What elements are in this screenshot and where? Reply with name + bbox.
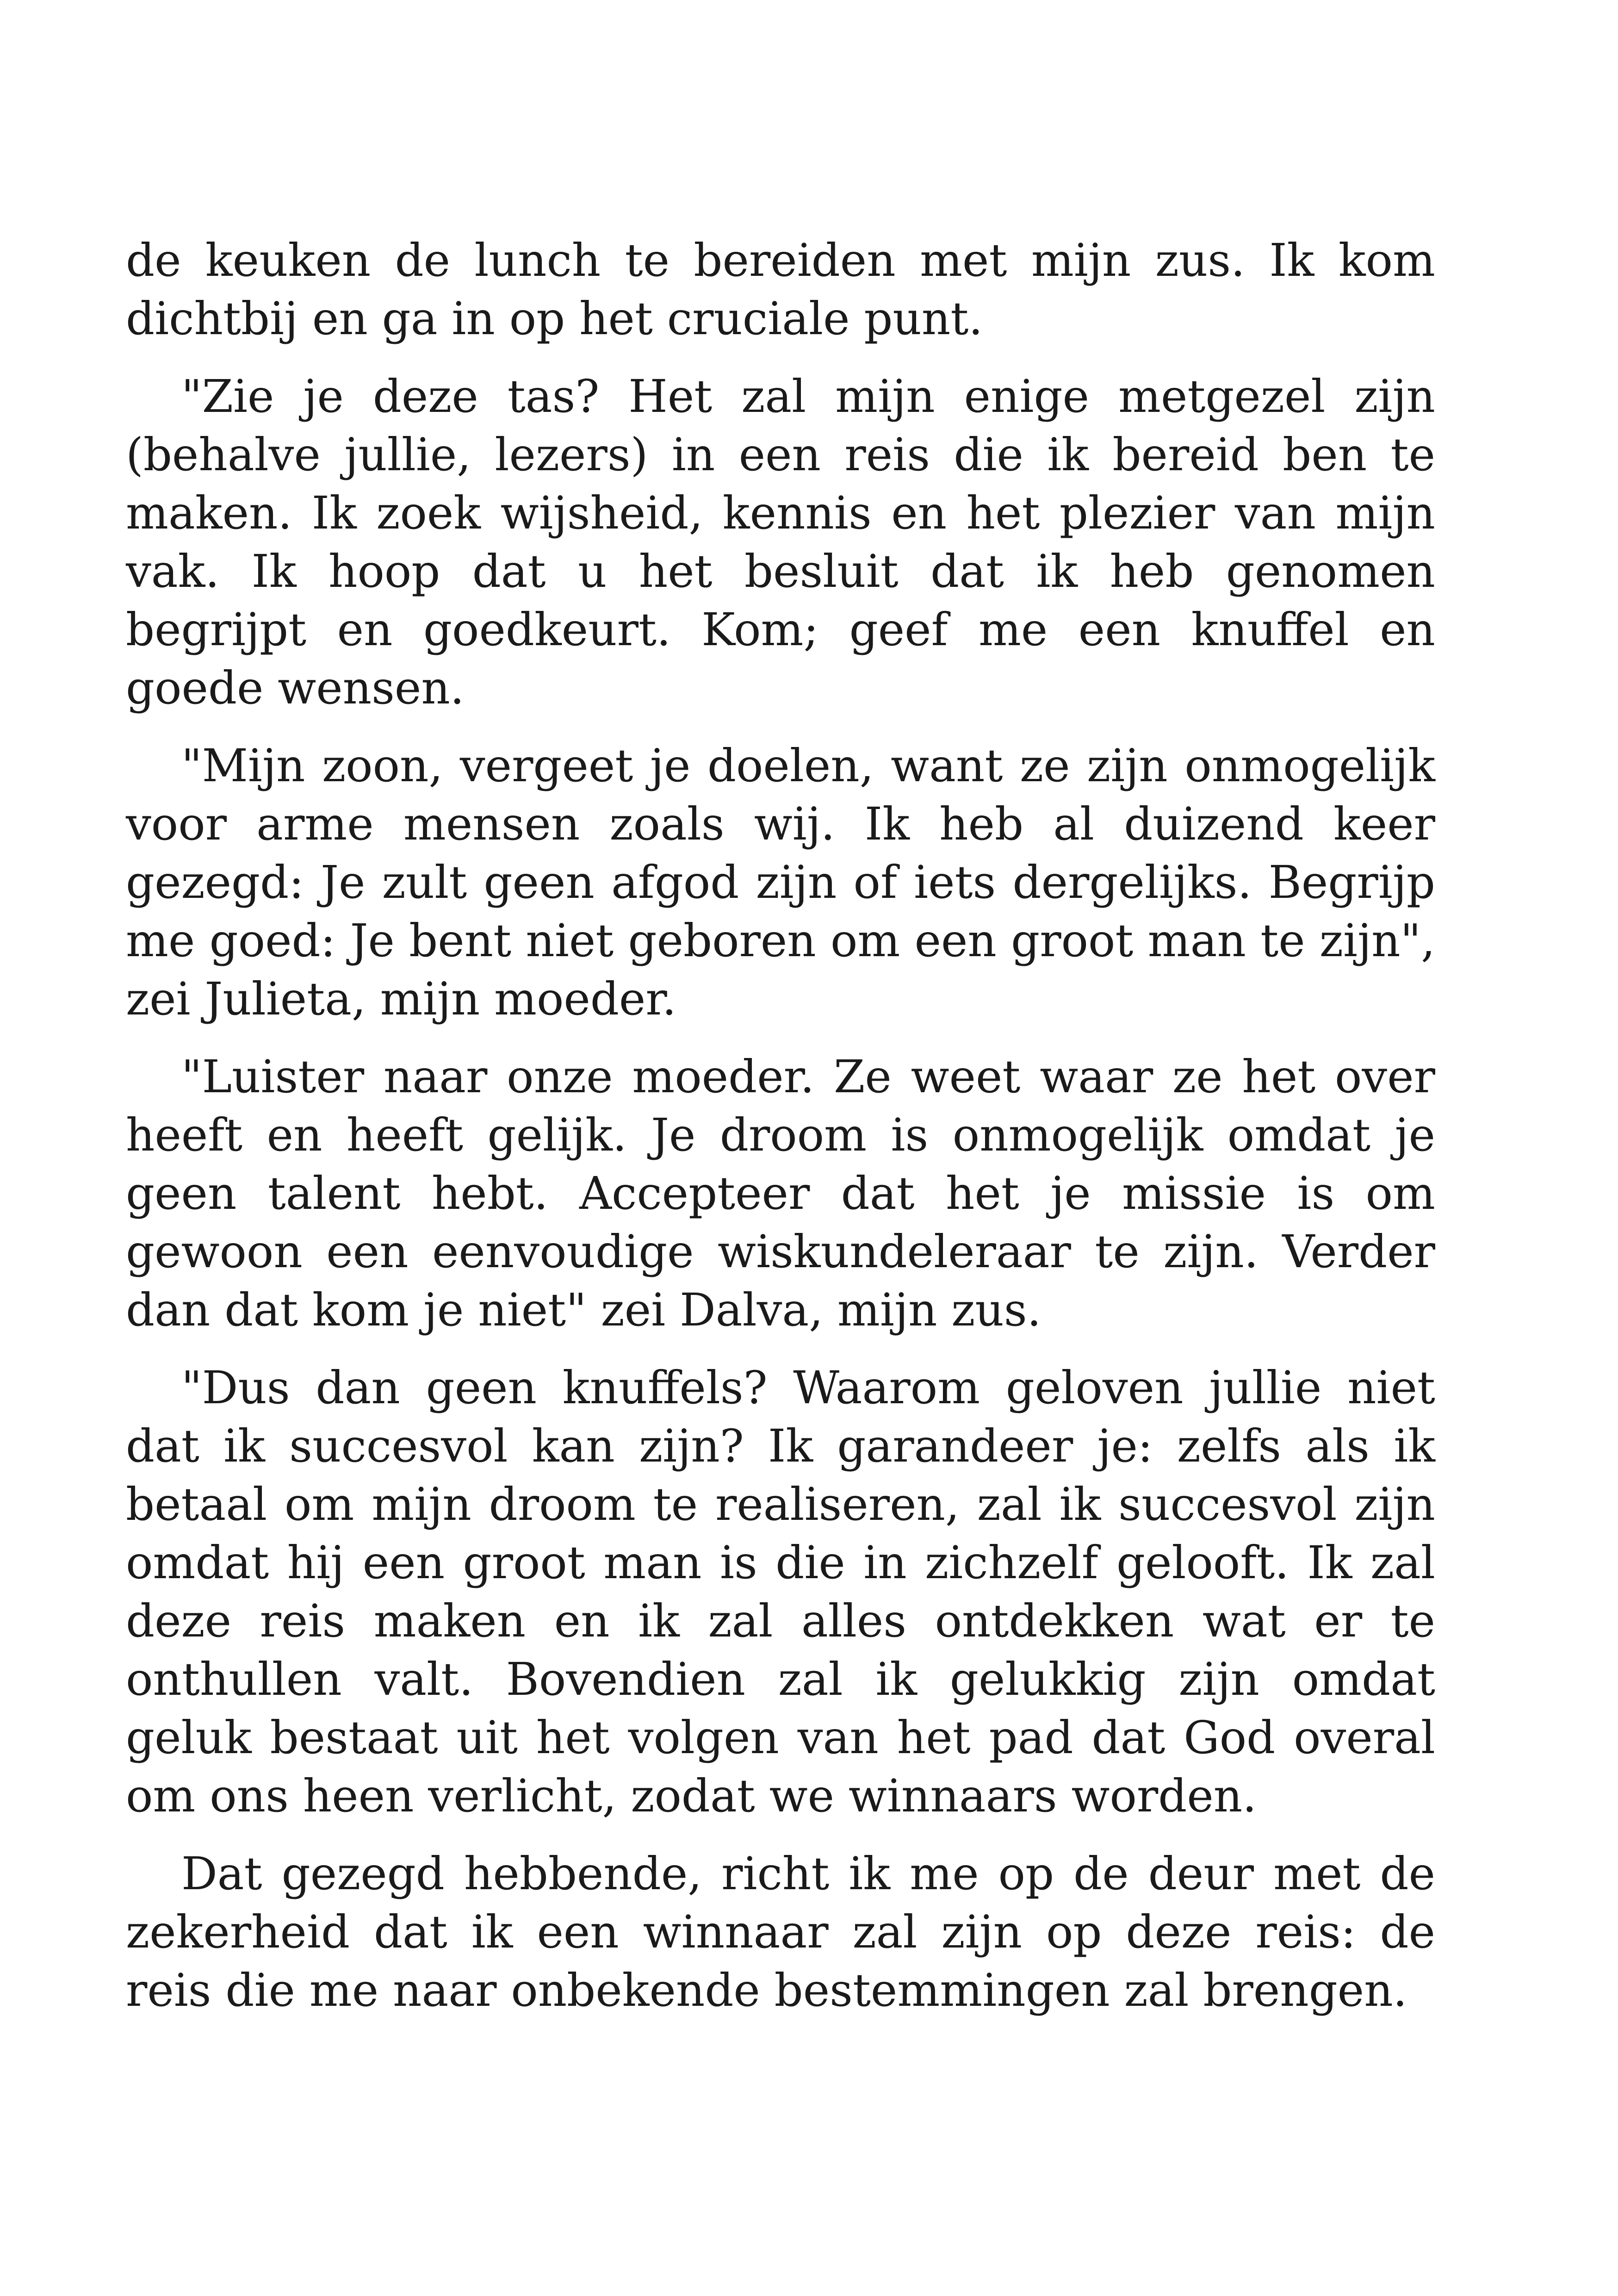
paragraph-1: de keuken de lunch te bereiden met mijn zus. Ik kom dichtbij en ga in op het cruciale punt. [126,234,1435,345]
paragraph-3: "Mijn zoon, vergeet je doelen, want ze zijn onmogelijk voor arme mensen zoals wij. Ik heb al duizend keer gezegd: Je zult geen afgod zijn of iets dergelijks. Begrijp me goed: Je bent niet geboren om een groot man te zijn", zei Julieta, mijn moeder. [126,740,1435,1025]
paragraph-5: "Dus dan geen knuffels? Waarom geloven jullie niet dat ik succesvol kan zijn? Ik garandeer je: zelfs als ik betaal om mijn droom te realiseren, zal ik succesvol zijn omdat hij een groot man is die in zichzelf gelooft. Ik zal deze reis maken en ik zal alles ontdekken wat er te onthullen valt. Bovendien zal ik gelukkig zijn omdat geluk bestaat uit het volgen van het pad dat God overal om ons heen verlicht, zodat we winnaars worden. [126,1362,1435,1822]
paragraph-4: "Luister naar onze moeder. Ze weet waar ze het over heeft en heeft gelijk. Je droom is onmogelijk omdat je geen talent hebt. Accepteer dat het je missie is om gewoon een eenvoudige wiskundeleraar te zijn. Verder dan dat kom je niet" zei Dalva, mijn zus. [126,1051,1435,1336]
document-page [126,231,1435,2039]
paragraph-6: Dat gezegd hebbende, richt ik me op de deur met de zekerheid dat ik een winnaar zal zijn op deze reis: de reis die me naar onbekende bestemmingen zal brengen. [126,1848,1435,2016]
paragraph-2: "Zie je deze tas? Het zal mijn enige metgezel zijn (behalve jullie, lezers) in een reis die ik bereid ben te maken. Ik zoek wijsheid, kennis en het plezier van mijn vak. Ik hoop dat u het besluit dat ik heb genomen begrijpt en goedkeurt. Kom; geef me een knuffel en goede wensen. [126,370,1435,714]
